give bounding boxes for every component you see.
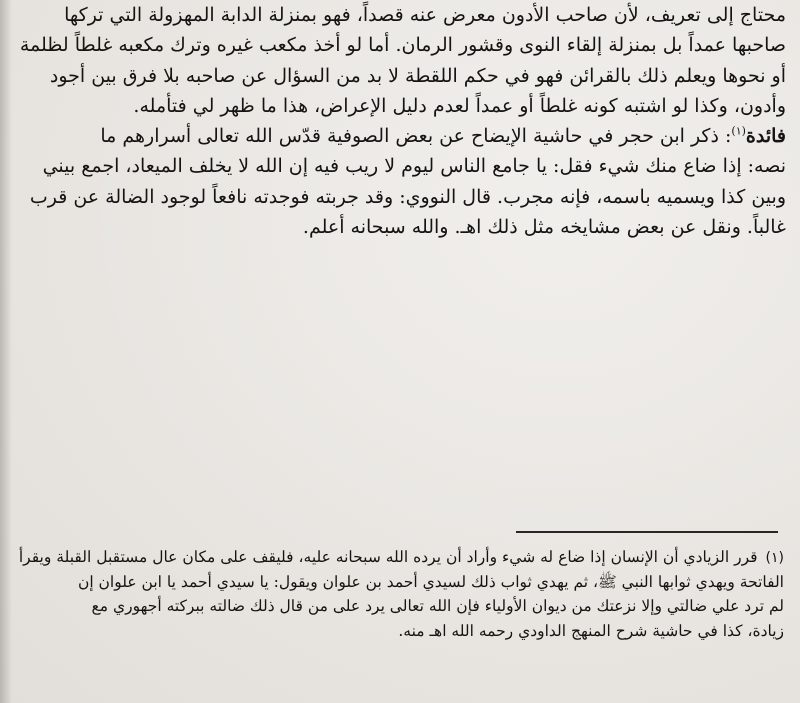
footnote-line: لم ترد علي ضالتي وإلا نزعتك من ديوان الأولياء فإن الله تعالى يرد على من قال ذلك ضالته ببركته أجهوري مع xyxy=(91,597,784,615)
main-text-block xyxy=(0,0,786,242)
faida-text: : ذكر ابن حجر في حاشية الإيضاح عن بعض الصوفية قدّس الله تعالى أسرارهم ما xyxy=(100,125,732,148)
main-text-line: وبين كذا ويسميه باسمه، فإنه مجرب. قال النووي: وقد جربته فوجدته نافعاً لوجود الضالة عن قرب xyxy=(29,185,786,208)
footnote-block xyxy=(6,545,784,643)
main-text-line: أو نحوها ويعلم ذلك بالقرائن فهو في حكم اللقطة لا بد من السؤال عن صاحبه بلا فرق بين أجود xyxy=(49,64,786,87)
footnote-line: زيادة، كذا في حاشية شرح المنهج الداودي رحمه الله اهـ منه. xyxy=(398,621,784,640)
footnote-text: قرر الزيادي أن الإنسان إذا ضاع له شيء وأراد أن يرده الله سبحانه عليه، فليقف على مكان عال مستقبل القبلة ويقرأ xyxy=(18,548,758,566)
faida-label: فائدة xyxy=(745,125,786,148)
main-text-line: غالباً. ونقل عن بعض مشايخه مثل ذلك اهـ. والله سبحانه أعلم. xyxy=(302,216,786,239)
main-text-line: وأدون، وكذا لو اشتبه كونه غلطاً أو عمداً لعدم دليل الإعراض، هذا ما ظهر لي فتأمله. xyxy=(133,94,786,117)
footnote-marker: (١) xyxy=(765,550,784,566)
faida-footnote-ref: (١) xyxy=(731,124,746,138)
main-text-line: محتاج إلى تعريف، لأن صاحب الأدون معرض عنه قصداً، فهو بمنزلة الدابة المهزولة التي تركها xyxy=(64,4,786,26)
main-text-line: نصه: إذا ضاع منك شيء فقل: يا جامع الناس ليوم لا ريب فيه إن الله لا يخلف الميعاد، اجمع بيني xyxy=(42,155,786,178)
footnote-line xyxy=(6,545,784,570)
footnote-line: الفاتحة ويهدي ثوابها النبي ﷺ، ثم يهدي ثواب ذلك لسيدي أحمد بن علوان ويقول: يا سيدي أحمد يا ابن علوان إن xyxy=(77,572,784,591)
footnote-separator xyxy=(516,531,778,533)
main-text-line: صاحبها عمداً بل بمنزلة إلقاء النوى وقشور الرمان. أما لو أخذ مكعب غيره وترك مكعبه غلطاً لظلمة xyxy=(19,34,786,57)
faida-line xyxy=(0,121,786,151)
